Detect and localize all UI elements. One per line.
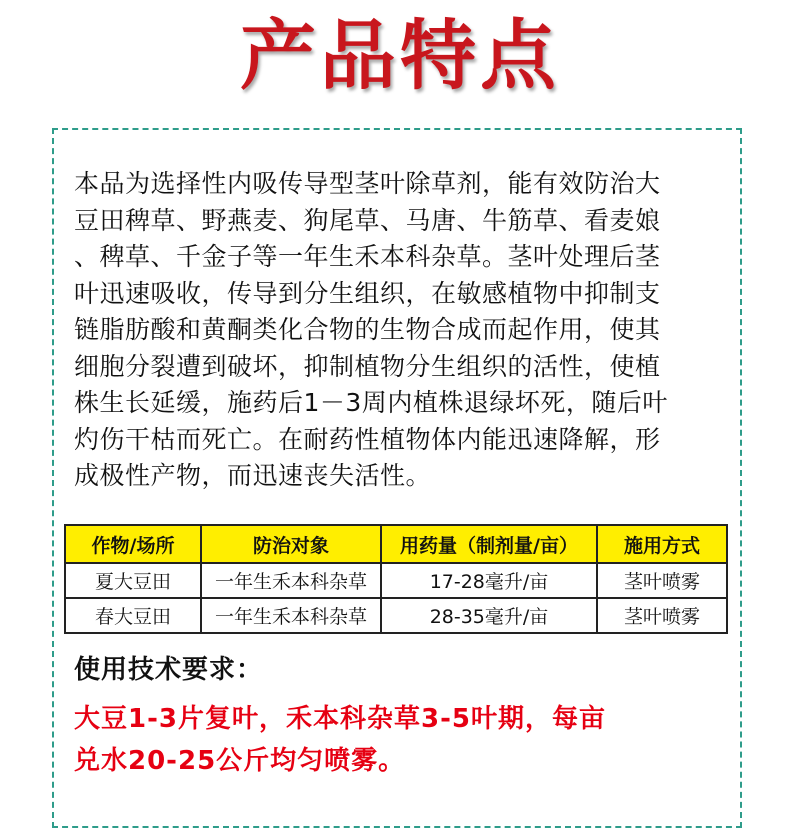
description-line: 株生长延缓，施药后1－3周内植株退绿坏死，随后叶 (74, 388, 668, 417)
cell-crop: 春大豆田 (65, 598, 201, 633)
table-header-row (65, 525, 727, 563)
cell-dosage: 28-35毫升/亩 (381, 598, 597, 633)
requirements-line: 兑水20-25公斤均匀喷雾。 (74, 746, 406, 776)
table-row (65, 563, 727, 598)
dosage-table (64, 524, 728, 634)
description-line: 成极性产物，而迅速丧失活性。 (74, 461, 432, 490)
cell-target: 一年生禾本科杂草 (201, 598, 381, 633)
table-row (65, 598, 727, 633)
header-target: 防治对象 (201, 525, 381, 563)
header-dosage: 用药量（制剂量/亩） (381, 525, 597, 563)
requirements-line: 大豆1-3片复叶，禾本科杂草3-5叶期，每亩 (74, 704, 606, 734)
requirements-title: 使用技术要求： (74, 655, 264, 685)
product-description (74, 166, 734, 495)
description-line: 本品为选择性内吸传导型茎叶除草剂，能有效防治大 (74, 169, 661, 198)
description-line: 灼伤干枯而死亡。在耐药性植物体内能迅速降解，形 (74, 424, 661, 454)
header-method: 施用方式 (597, 525, 727, 563)
header-crop: 作物/场所 (65, 525, 201, 563)
cell-crop: 夏大豆田 (65, 563, 201, 598)
description-line: 豆田稗草、野燕麦、狗尾草、马唐、牛筋草、看麦娘 (74, 205, 661, 235)
cell-dosage: 17-28毫升/亩 (381, 563, 597, 598)
cell-target: 一年生禾本科杂草 (201, 563, 381, 598)
cell-method: 茎叶喷雾 (597, 563, 727, 598)
page-title: 产品特点 (240, 11, 560, 100)
description-line: 细胞分裂遭到破坏，抑制植物分生组织的活性，使植 (74, 351, 661, 381)
description-line: 、稗草、千金子等一年生禾本科杂草。茎叶处理后茎 (74, 242, 661, 271)
description-line: 叶迅速吸收，传导到分生组织，在敏感植物中抑制支 (74, 278, 661, 308)
description-line: 链脂肪酸和黄酮类化合物的生物合成而起作用，使其 (74, 315, 661, 344)
requirements-text (74, 698, 734, 782)
cell-method: 茎叶喷雾 (597, 598, 727, 633)
